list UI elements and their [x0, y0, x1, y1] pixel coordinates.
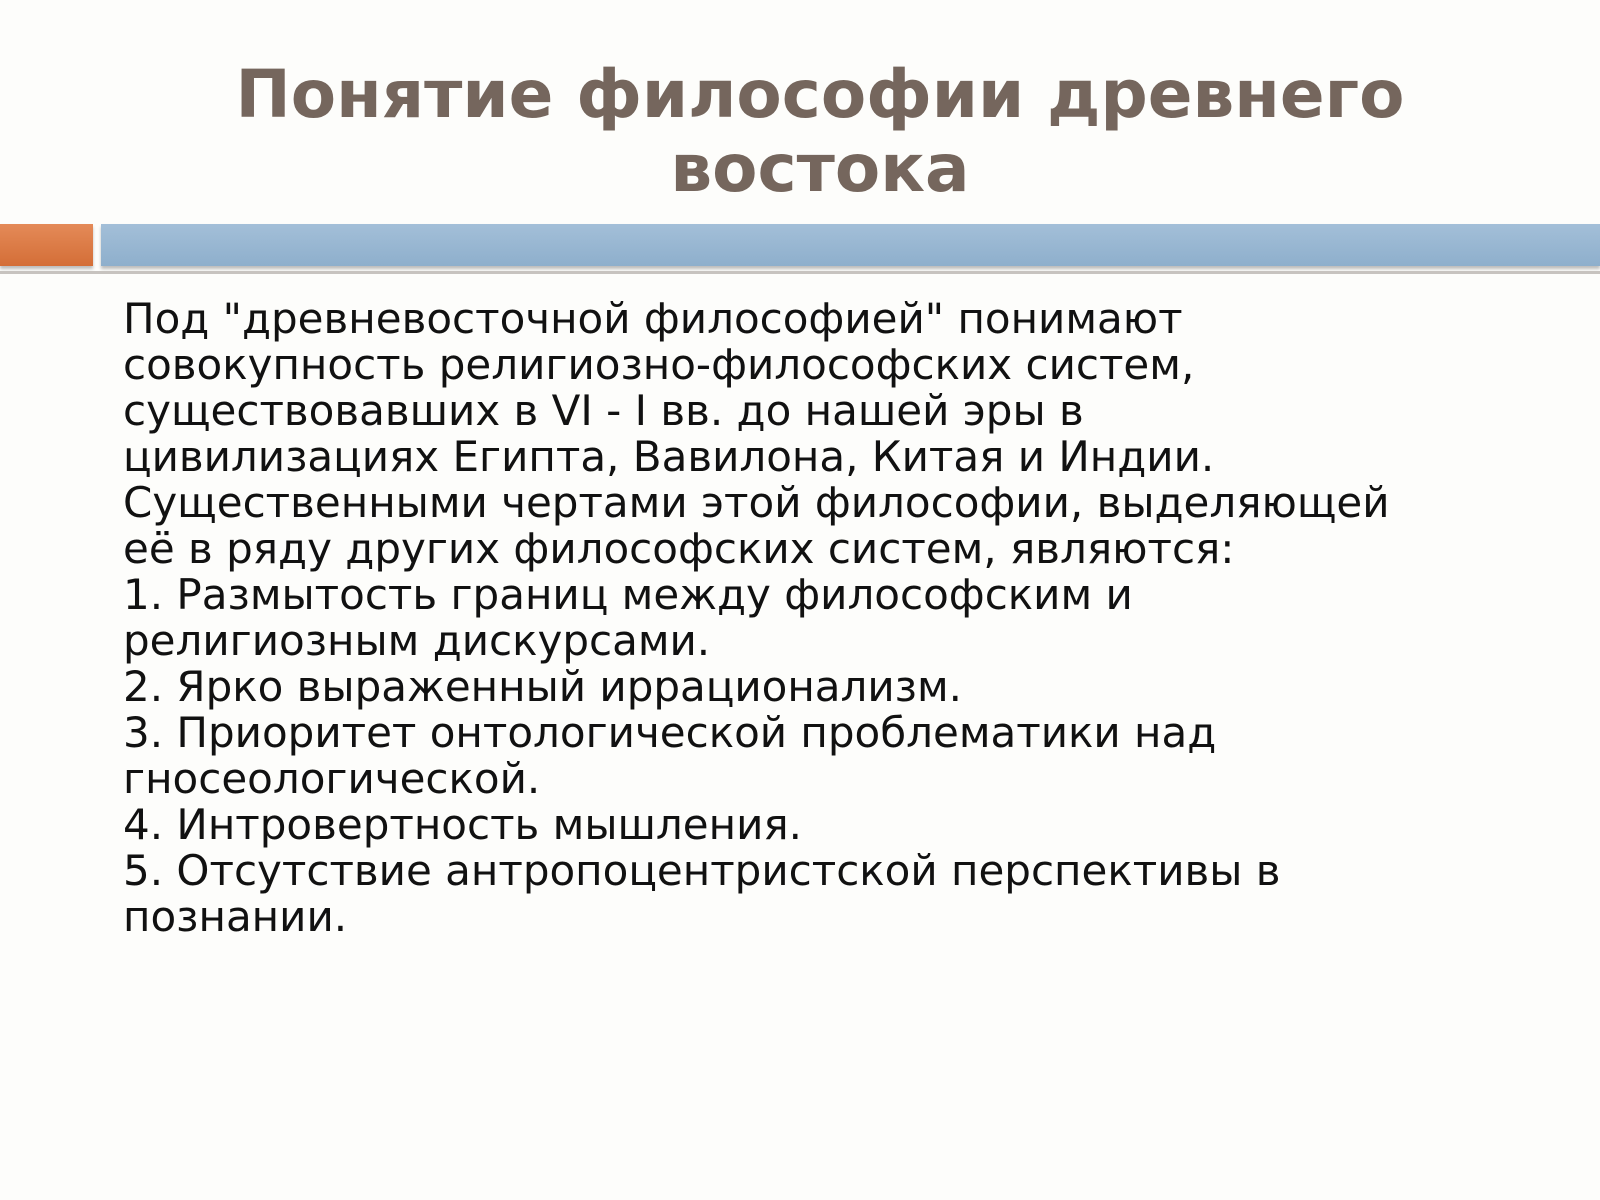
slide-title [100, 58, 1540, 206]
header-divider-bar [101, 224, 1600, 266]
list-item-4: 4. Интровертность мышления. [123, 800, 802, 849]
list-item-2: 2. Ярко выраженный иррационализм. [123, 662, 963, 711]
slide-title-line-1: Понятие философии древнего [235, 56, 1405, 133]
divider-underline [0, 271, 1600, 274]
intro-paragraph: Под "древневосточной философией" понимают совокупность религиозно-философских систем, существовавших в VI - I вв. до нашей эры в цивилизациях Египта, Вавилона, Китая и Индии. Существенными чертами этой философии, выделяющей её в ряду других философских систем, являются: [123, 294, 1390, 573]
slide-title-line-2: востока [670, 130, 970, 207]
slide-body [123, 296, 1563, 940]
accent-bar [0, 224, 93, 266]
list-item-5: 5. Отсутствие антропоцентристской перспективы в познании. [123, 846, 1281, 941]
list-item-3: 3. Приоритет онтологической проблематики над гносеологической. [123, 708, 1217, 803]
list-item-1: 1. Размытость границ между философским и религиозным дискурсами. [123, 570, 1133, 665]
